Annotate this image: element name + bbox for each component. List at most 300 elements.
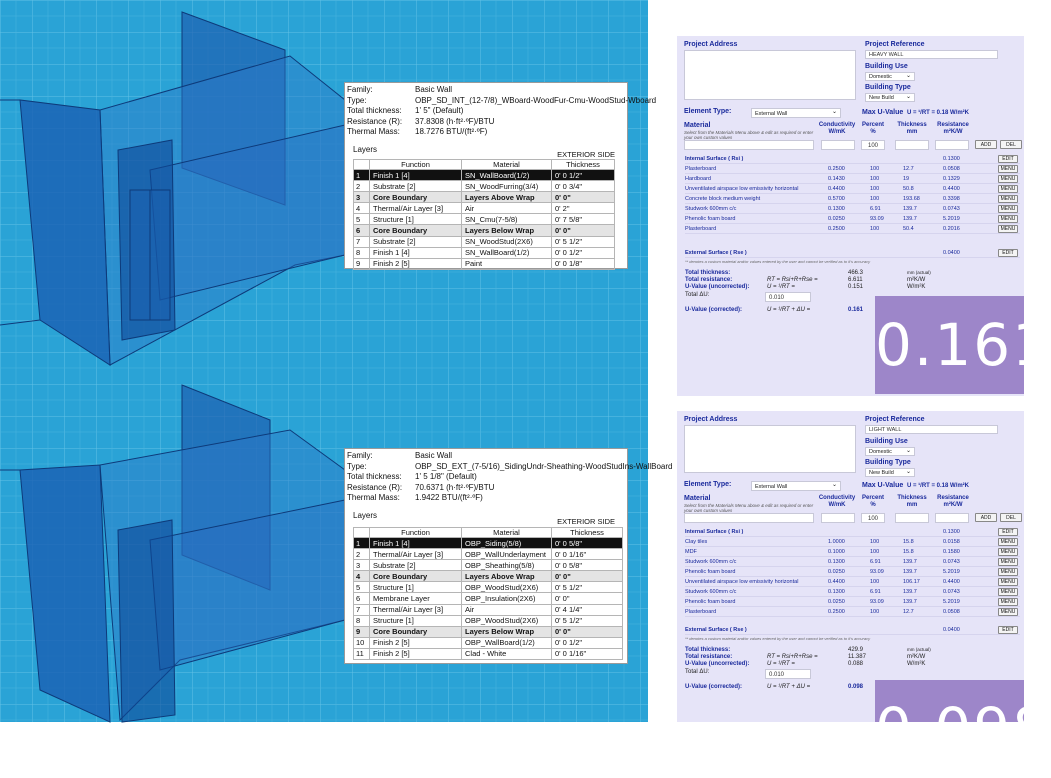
material-row[interactable] (685, 597, 1020, 607)
property-row (345, 451, 627, 462)
percent-input[interactable]: 100 (861, 140, 885, 150)
table-row[interactable] (354, 192, 615, 203)
row-number: 8 (354, 247, 370, 258)
percent-value: 100 (870, 549, 880, 555)
building-use-select[interactable]: Domestic ⌄ (865, 72, 915, 81)
layer-function[interactable]: Structure [1] (370, 615, 462, 626)
layer-material[interactable]: SN_WallBoard(1/2) (462, 170, 552, 181)
rt-formula: RT = Rsi+R+Rse = (767, 277, 818, 283)
add-button[interactable]: ADD (975, 140, 997, 149)
menu-button[interactable]: MENU (998, 578, 1018, 586)
property-row (345, 461, 673, 473)
material-row[interactable] (685, 184, 1020, 194)
layer-function[interactable]: Thermal/Air Layer [3] (370, 203, 462, 214)
material-row[interactable] (685, 174, 1020, 184)
building-type-label: Building Type (865, 84, 911, 91)
u-uncorrected-label: U-Value (uncorrected): (685, 661, 750, 667)
table-row[interactable] (354, 225, 615, 236)
max-u-value-formula: U = ¹/RT = 0.18 W/m²K (907, 483, 970, 489)
menu-button[interactable]: MENU (998, 185, 1018, 193)
conductivity-value: 0.1430 (828, 176, 845, 182)
material-name: Plasterboard (685, 226, 717, 232)
property-row (345, 483, 627, 494)
total-thickness-label: Total thickness: (685, 270, 731, 276)
layer-function[interactable]: Thermal/Air Layer [3] (370, 604, 462, 615)
u-value-big-display-top: 0.161 (875, 296, 1024, 394)
material-name: Clay tiles (685, 539, 708, 545)
u-formula: U = ¹/RT = (767, 284, 795, 290)
material-row[interactable] (685, 164, 1020, 174)
layer-function[interactable]: Substrate [2] (370, 236, 462, 247)
material-row[interactable] (685, 607, 1020, 617)
thickness-unit: mm (actual) (907, 270, 931, 275)
conductivity-value: 0.1000 (828, 549, 845, 555)
resistance-input[interactable] (935, 140, 969, 150)
resistance-value: 0.0743 (943, 206, 960, 212)
u-uncorrected-value: 0.088 (848, 661, 864, 667)
edit-button[interactable]: EDIT (998, 155, 1018, 163)
row-number: 2 (354, 181, 370, 192)
layer-thickness[interactable]: 0' 0 3/4" (552, 181, 615, 192)
menu-button[interactable]: MENU (998, 608, 1018, 616)
building-use-label: Building Use (865, 63, 908, 70)
table-row[interactable] (354, 604, 623, 615)
layer-thickness[interactable]: 0' 0 1/8" (552, 258, 615, 269)
layer-thickness[interactable]: 0' 0 5/8" (552, 538, 623, 549)
material-header: Material (684, 495, 711, 502)
row-number: 10 (354, 637, 370, 648)
max-u-value-formula: U = ¹/RT = 0.18 W/m²K (907, 110, 970, 116)
layer-material[interactable]: OBP_WallBoard(1/2) (462, 637, 552, 648)
material-name: Unventilated airspace low emissivity horizontal (685, 186, 799, 192)
total-resistance-value: 6.611 (848, 277, 863, 283)
material-name: Unventilated airspace low emissivity horizontal (685, 579, 799, 585)
resistance-unit: m²K/W (907, 654, 926, 660)
row-number: 5 (354, 214, 370, 225)
layer-function[interactable]: Core Boundary (370, 626, 462, 637)
u-unit: W/m²K (907, 284, 926, 290)
total-thickness-label: Total thickness: (685, 647, 731, 653)
layer-function[interactable]: Finish 1 [4] (370, 538, 462, 549)
layer-function[interactable]: Finish 1 [4] (370, 247, 462, 258)
table-row[interactable] (354, 549, 623, 560)
material-row[interactable] (685, 537, 1020, 547)
layer-thickness[interactable]: 0' 0" (552, 626, 623, 637)
material-row[interactable] (685, 547, 1020, 557)
layers-table[interactable] (353, 527, 623, 660)
layer-material[interactable]: SN_WallBoard(1/2) (462, 247, 552, 258)
material-header: Material (684, 122, 711, 129)
total-resistance-label: Total resistance: (685, 654, 733, 660)
thickness-input[interactable] (895, 140, 929, 150)
resistance-value: 0.1580 (943, 549, 960, 555)
conductivity-value: 0.0250 (828, 599, 845, 605)
row-number: 1 (354, 538, 370, 549)
percent-value: 100 (870, 609, 880, 615)
percent-value: 6.91 (870, 559, 881, 565)
layer-material[interactable]: SN_WoodStud(2X6) (462, 236, 552, 247)
table-row[interactable] (354, 560, 623, 571)
menu-button[interactable]: MENU (998, 195, 1018, 203)
row-number: 3 (354, 560, 370, 571)
u-corrected-label: U-Value (corrected): (685, 307, 743, 313)
conductivity-header: Conductivity W/mK (818, 122, 856, 135)
layer-thickness[interactable]: 0' 5 1/2" (552, 615, 623, 626)
row-number: 3 (354, 192, 370, 203)
conductivity-value: 1.0000 (828, 539, 845, 545)
thickness-value: 139.7 (903, 589, 917, 595)
resistance-unit: m²K/W (907, 277, 926, 283)
layer-material[interactable]: SN_Cmu(7-5/8) (462, 214, 552, 225)
property-key: Thermal Mass: (347, 493, 400, 502)
layer-thickness[interactable]: 0' 7 5/8" (552, 214, 615, 225)
internal-surface-label: Internal Surface ( Rsi ) (685, 156, 744, 162)
thickness-value: 15.8 (903, 539, 914, 545)
layer-function[interactable]: Core Boundary (370, 571, 462, 582)
layer-thickness[interactable]: 0' 0 1/16" (552, 648, 623, 659)
thickness-value: 12.7 (903, 166, 914, 172)
u-corrected-formula: U = ¹/RT + ΔU = (767, 684, 811, 690)
layer-function[interactable]: Structure [1] (370, 214, 462, 225)
menu-button[interactable]: MENU (998, 538, 1018, 546)
layer-material[interactable]: Paint (462, 258, 552, 269)
table-row[interactable] (354, 236, 615, 247)
layer-function[interactable]: Finish 2 [5] (370, 648, 462, 659)
menu-button[interactable]: MENU (998, 558, 1018, 566)
property-row (345, 117, 627, 128)
layer-material[interactable]: Layers Below Wrap (462, 225, 552, 236)
layers-title: Layers (353, 145, 378, 154)
project-reference-input[interactable]: HEAVY WALL (865, 50, 998, 59)
total-du-label: Total ΔU: (685, 669, 710, 675)
project-address-label: Project Address (684, 41, 738, 48)
row-number: 5 (354, 582, 370, 593)
conductivity-value: 0.4400 (828, 579, 845, 585)
layer-material[interactable]: OBP_Siding(5/8) (462, 538, 552, 549)
column-header[interactable]: Function (370, 160, 462, 170)
project-reference-label: Project Reference (865, 41, 925, 48)
layer-material[interactable]: OBP_WoodStud(2X6) (462, 615, 552, 626)
property-row (345, 493, 627, 504)
percent-value: 93.09 (870, 216, 884, 222)
table-row[interactable] (354, 170, 615, 181)
table-row[interactable] (354, 615, 623, 626)
row-number: 6 (354, 225, 370, 236)
column-header[interactable]: Function (370, 528, 462, 538)
element-type-label: Element Type: (684, 108, 732, 115)
property-key: Total thickness: (347, 106, 402, 115)
u-corrected-label: U-Value (corrected): (685, 684, 743, 690)
material-name: Concrete block medium weight (685, 196, 761, 202)
layer-thickness[interactable]: 0' 0" (552, 571, 623, 582)
layer-thickness[interactable]: 0' 0" (552, 192, 615, 203)
project-reference-label: Project Reference (865, 416, 925, 423)
layer-material[interactable]: Layers Below Wrap (462, 626, 552, 637)
resistance-value: 0.0743 (943, 559, 960, 565)
layer-thickness[interactable]: 0' 0 1/2" (552, 637, 623, 648)
material-input[interactable] (684, 140, 814, 150)
thickness-value: 139.7 (903, 206, 917, 212)
layer-material[interactable]: Clad - White (462, 648, 552, 659)
property-value: 1' 5 1/8" (Default) (415, 472, 477, 481)
external-surface-row (685, 625, 1020, 635)
property-value: 1.9422 BTU/(ft²·ºF) (415, 493, 483, 502)
conductivity-value: 0.1300 (828, 589, 845, 595)
rse-value: 0.0400 (943, 627, 960, 633)
menu-button[interactable]: MENU (998, 215, 1018, 223)
material-hint: Select from the Materials Menu above & edit as required or enter your own custom values (684, 130, 814, 140)
menu-button[interactable]: MENU (998, 205, 1018, 213)
edit-button[interactable]: EDIT (998, 528, 1018, 536)
row-number: 8 (354, 615, 370, 626)
material-row[interactable] (685, 204, 1020, 214)
u-corrected-value: 0.098 (848, 684, 864, 690)
layer-thickness[interactable]: 0' 5 1/2" (552, 236, 615, 247)
project-reference-input[interactable]: LIGHT WALL (865, 425, 998, 434)
menu-button[interactable]: MENU (998, 225, 1018, 233)
resistance-value: 0.4400 (943, 186, 960, 192)
u-uncorrected-label: U-Value (uncorrected): (685, 284, 750, 290)
property-row (345, 85, 627, 96)
layer-function[interactable]: Finish 2 [5] (370, 637, 462, 648)
menu-button[interactable]: MENU (998, 175, 1018, 183)
total-du-label: Total ΔU: (685, 292, 710, 298)
row-number: 1 (354, 170, 370, 181)
table-header (354, 528, 623, 538)
table-row[interactable] (354, 214, 615, 225)
thickness-value: 15.8 (903, 549, 914, 555)
conductivity-value: 0.2500 (828, 166, 845, 172)
conductivity-value: 0.0250 (828, 569, 845, 575)
material-name: Phenolic foam board (685, 599, 736, 605)
material-name: Studwork 600mm c/c (685, 206, 737, 212)
layers-table[interactable] (353, 159, 615, 270)
edit-button[interactable]: EDIT (998, 626, 1018, 634)
layer-thickness[interactable]: 0' 5 1/2" (552, 582, 623, 593)
percent-value: 100 (870, 196, 880, 202)
layer-material[interactable]: Layers Above Wrap (462, 192, 552, 203)
layer-thickness[interactable]: 0' 4 1/4" (552, 604, 623, 615)
thickness-unit: mm (actual) (907, 647, 931, 652)
layer-function[interactable]: Substrate [2] (370, 181, 462, 192)
layer-function[interactable]: Finish 1 [4] (370, 170, 462, 181)
material-name: Plasterboard (685, 166, 717, 172)
conductivity-value: 0.5700 (828, 196, 845, 202)
table-row[interactable] (354, 637, 623, 648)
delta-u-input[interactable]: 0.010 (765, 669, 811, 679)
custom-material-note: ** denotes a custom material and/or values entered by the user and cannot be verified as to it's accuracy (685, 259, 871, 264)
property-key: Type: (347, 95, 367, 105)
conductivity-header: Conductivity W/mK (818, 495, 856, 508)
column-header[interactable]: Thickness (552, 160, 615, 170)
property-value: Basic Wall (415, 85, 453, 94)
layer-thickness[interactable]: 0' 0" (552, 225, 615, 236)
material-row[interactable] (685, 557, 1020, 567)
building-type-select[interactable]: New Build ⌄ (865, 93, 915, 102)
layer-function[interactable]: Membrane Layer (370, 593, 462, 604)
building-type-select[interactable]: New Build ⌄ (865, 468, 915, 477)
u-corrected-value: 0.161 (848, 307, 864, 313)
resistance-value: 0.0508 (943, 166, 960, 172)
delta-u-input[interactable]: 0.010 (765, 292, 811, 302)
building-use-label: Building Use (865, 438, 908, 445)
material-name: Phenolic foam board (685, 216, 736, 222)
element-type-select[interactable]: External Wall ⌄ (751, 108, 841, 118)
percent-value: 100 (870, 579, 880, 585)
table-row[interactable] (354, 181, 615, 192)
table-row[interactable] (354, 571, 623, 582)
property-key: Family: (347, 85, 373, 94)
layer-material[interactable]: Air (462, 203, 552, 214)
layer-material[interactable]: Layers Above Wrap (462, 571, 552, 582)
internal-surface-row (685, 154, 1020, 164)
percent-value: 93.09 (870, 599, 884, 605)
table-row[interactable] (354, 648, 623, 659)
layer-function[interactable]: Finish 2 [5] (370, 258, 462, 269)
layer-material[interactable]: OBP_WoodStud(2X6) (462, 582, 552, 593)
resistance-value: 0.0743 (943, 589, 960, 595)
thickness-value: 139.7 (903, 216, 917, 222)
percent-value: 6.91 (870, 206, 881, 212)
total-resistance-label: Total resistance: (685, 277, 733, 283)
resistance-input[interactable] (935, 513, 969, 523)
layer-function[interactable]: Structure [1] (370, 582, 462, 593)
menu-button[interactable]: MENU (998, 568, 1018, 576)
table-row[interactable] (354, 538, 623, 549)
thickness-input[interactable] (895, 513, 929, 523)
exterior-side-label: EXTERIOR SIDE (557, 150, 615, 159)
material-row[interactable] (685, 567, 1020, 577)
row-number: 4 (354, 571, 370, 582)
percent-value: 6.91 (870, 589, 881, 595)
column-header[interactable]: Thickness (552, 528, 623, 538)
material-name: Studwork 600mm c/c (685, 589, 737, 595)
thickness-value: 19 (903, 176, 910, 182)
element-type-select[interactable]: External Wall ⌄ (751, 481, 841, 491)
project-address-input[interactable] (684, 50, 856, 100)
resistance-value: 0.1329 (943, 176, 960, 182)
percent-value: 100 (870, 539, 880, 545)
property-key: Resistance (R): (347, 482, 403, 492)
table-row[interactable] (354, 203, 615, 214)
material-row[interactable] (685, 214, 1020, 224)
property-row (345, 95, 657, 107)
material-name: Studwork 600mm c/c (685, 559, 737, 565)
thickness-value: 12.7 (903, 609, 914, 615)
percent-input[interactable]: 100 (861, 513, 885, 523)
menu-button[interactable]: MENU (998, 548, 1018, 556)
conductivity-value: 0.1300 (828, 559, 845, 565)
layer-material[interactable]: OBP_Sheathing(5/8) (462, 560, 552, 571)
table-row[interactable] (354, 582, 623, 593)
material-input[interactable] (684, 513, 814, 523)
layer-thickness[interactable]: 0' 0 1/16" (552, 549, 623, 560)
layer-function[interactable]: Core Boundary (370, 192, 462, 203)
layer-function[interactable]: Substrate [2] (370, 560, 462, 571)
property-value: 37.8308 (h·ft²·ºF)/BTU (415, 116, 495, 126)
conductivity-input[interactable] (821, 513, 855, 523)
resistance-value: 0.0158 (943, 539, 960, 545)
layer-thickness[interactable]: 0' 0 1/2" (552, 170, 615, 181)
percent-header: Percent % (861, 122, 884, 135)
add-button[interactable]: ADD (975, 513, 997, 522)
rse-value: 0.0400 (943, 250, 960, 256)
resistance-value: 0.3398 (943, 196, 960, 202)
table-row[interactable] (354, 247, 615, 258)
delete-button[interactable]: DEL (1000, 513, 1022, 522)
layer-thickness[interactable]: 0' 0" (552, 593, 623, 604)
layer-material[interactable]: OBP_Insulation(2X6) (462, 593, 552, 604)
project-address-input[interactable] (684, 425, 856, 473)
exterior-side-label: EXTERIOR SIDE (557, 517, 615, 526)
layer-material[interactable]: Air (462, 604, 552, 615)
u-corrected-formula: U = ¹/RT + ΔU = (767, 307, 811, 313)
column-header[interactable]: Material (462, 160, 552, 170)
table-row[interactable] (354, 593, 623, 604)
material-name: Phenolic foam board (685, 569, 736, 575)
layer-thickness[interactable]: 0' 0 5/8" (552, 560, 623, 571)
property-key: Total thickness: (347, 472, 402, 481)
property-row (345, 127, 627, 138)
total-thickness-value: 429.9 (848, 647, 864, 653)
max-u-value-label: Max U-Value (862, 482, 904, 489)
resistance-value: 5.2019 (943, 216, 960, 222)
material-row[interactable] (685, 577, 1020, 587)
building-type-label: Building Type (865, 459, 911, 466)
thickness-header: Thickness mm (897, 122, 927, 135)
percent-header: Percent % (861, 495, 884, 508)
property-row (345, 106, 627, 117)
layer-function[interactable]: Thermal/Air Layer [3] (370, 549, 462, 560)
thickness-value: 50.4 (903, 226, 914, 232)
rsi-value: 0.1300 (943, 529, 960, 535)
u-formula: U = ¹/RT = (767, 661, 795, 667)
property-key: Resistance (R): (347, 116, 403, 126)
layer-material[interactable]: OBP_WallUnderlayment (462, 549, 552, 560)
delete-button[interactable]: DEL (1000, 140, 1022, 149)
conductivity-input[interactable] (821, 140, 855, 150)
u-unit: W/m²K (907, 661, 926, 667)
menu-button[interactable]: MENU (998, 588, 1018, 596)
property-row (345, 472, 627, 483)
layer-thickness[interactable]: 0' 2" (552, 203, 615, 214)
table-row[interactable] (354, 626, 623, 637)
thickness-value: 106.17 (903, 579, 920, 585)
external-surface-label: External Surface ( Rse ) (685, 627, 747, 633)
rsi-value: 0.1300 (943, 156, 960, 162)
resistance-value: 0.2016 (943, 226, 960, 232)
layer-material[interactable]: SN_WoodFurring(3/4) (462, 181, 552, 192)
column-header[interactable]: Material (462, 528, 552, 538)
resistance-value: 5.2019 (943, 599, 960, 605)
material-row[interactable] (685, 587, 1020, 597)
project-address-label: Project Address (684, 416, 738, 423)
conductivity-value: 0.0250 (828, 216, 845, 222)
material-row[interactable] (685, 194, 1020, 204)
u-value-big-display-bottom: 0.098 (875, 680, 1024, 722)
building-use-select[interactable]: Domestic ⌄ (865, 447, 915, 456)
table-row[interactable] (354, 258, 615, 269)
menu-button[interactable]: MENU (998, 598, 1018, 606)
thickness-value: 139.7 (903, 559, 917, 565)
layer-function[interactable]: Core Boundary (370, 225, 462, 236)
edit-button[interactable]: EDIT (998, 249, 1018, 257)
layer-thickness[interactable]: 0' 0 1/2" (552, 247, 615, 258)
material-row[interactable] (685, 224, 1020, 234)
row-number: 9 (354, 626, 370, 637)
table-header (354, 160, 615, 170)
menu-button[interactable]: MENU (998, 165, 1018, 173)
